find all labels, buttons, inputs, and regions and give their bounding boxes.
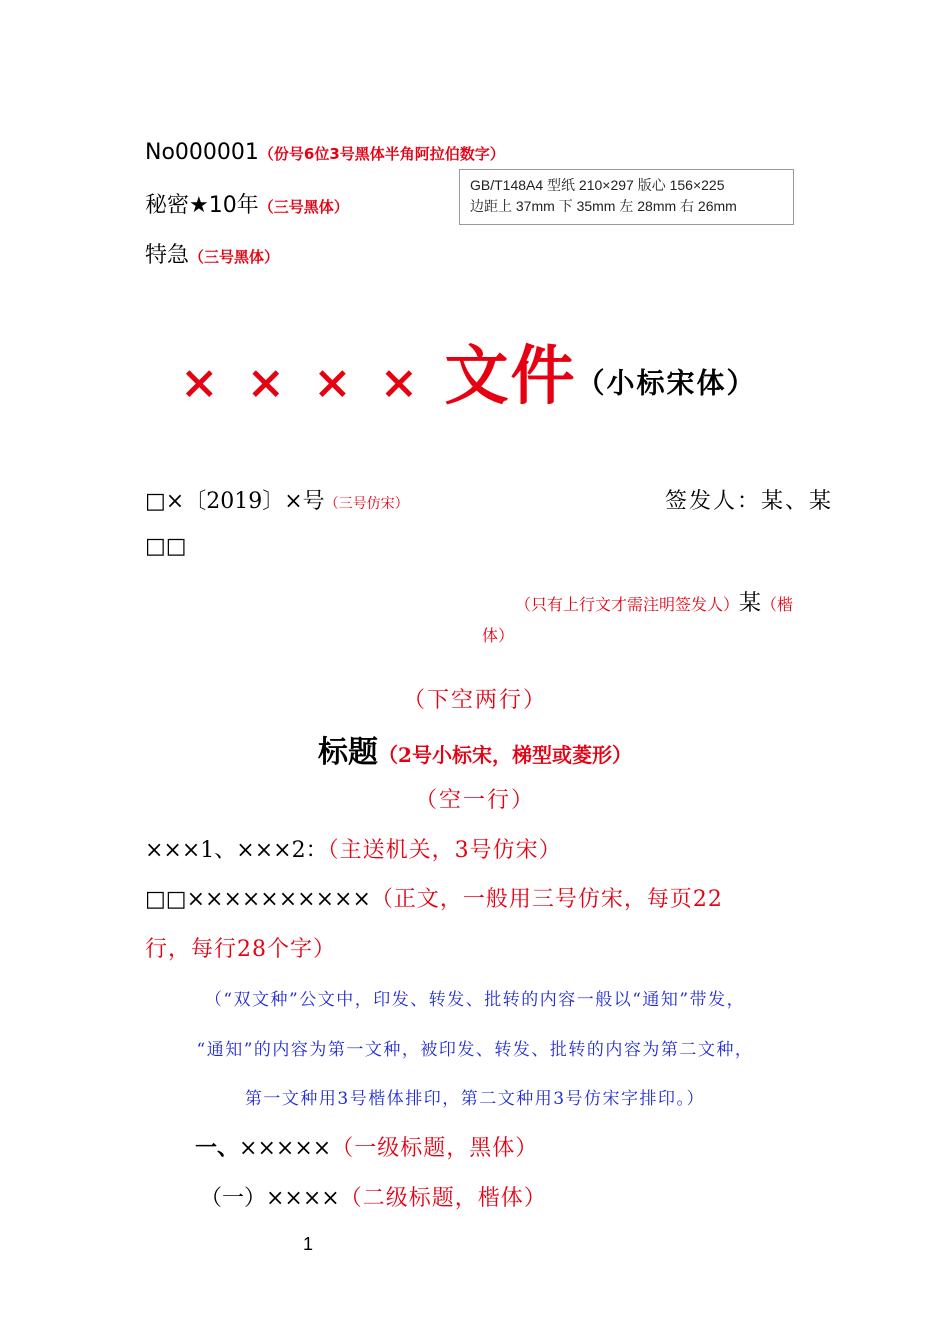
serial-number: No000001 xyxy=(145,140,259,165)
issuer-note-line xyxy=(515,586,793,617)
heading-1-note: （一级标题，黑体） xyxy=(331,1136,539,1161)
page-number: 1 xyxy=(303,1234,314,1254)
secret-note: （三号黑体） xyxy=(258,198,349,216)
gap-two-lines-note: （下空两行） xyxy=(402,688,547,713)
header-title: 文件 xyxy=(444,339,577,414)
heading-2-text: （一）×××× xyxy=(200,1186,340,1211)
page-spec-textbox xyxy=(459,169,794,225)
dual-type-note-line-1: （“双文种”公文中，印发、转发、批转的内容一般以“通知”带发， xyxy=(204,990,746,1010)
heading-level-2 xyxy=(200,1181,547,1212)
document-number-note: （三号仿宋） xyxy=(324,496,409,512)
main-title-note: （2号小标宋，梯型或菱形） xyxy=(378,743,632,767)
indent-boxes: □□ xyxy=(145,534,187,559)
document-header xyxy=(180,325,757,417)
spec-line-2: 边距上 37mm 下 35mm 左 28mm 右 26mm xyxy=(470,198,737,214)
header-placeholder-marks: × × × × xyxy=(180,355,421,409)
heading-2-note: （二级标题，楷体） xyxy=(339,1186,547,1211)
dual-type-note-line-2: “通知”的内容为第一文种，被印发、转发、批转的内容为第二文种， xyxy=(196,1040,754,1060)
header-font-note: （小标宋体） xyxy=(576,366,757,400)
secret-level: 秘密★10年 xyxy=(145,193,259,218)
serial-number-line xyxy=(145,140,505,165)
document-number: □×〔2019〕×号 xyxy=(145,489,325,514)
body-text-line xyxy=(145,882,723,913)
recipients: ×××1、×××2： xyxy=(145,838,328,863)
issuer-name: 某 xyxy=(739,591,762,616)
body-note: （正文，一般用三号仿宋，每页22 xyxy=(370,887,723,912)
urgency-level: 特急 xyxy=(145,243,190,268)
dual-type-note-line-3: 第一文种用3号楷体排印，第二文种用3号仿宋字排印。） xyxy=(244,1089,706,1109)
gap-one-line-note: （空一行） xyxy=(414,788,535,813)
document-number-line xyxy=(145,484,409,515)
issuer-note-tail-2: 体） xyxy=(482,626,515,645)
recipients-note: （主送机关，3号仿宋） xyxy=(327,838,562,863)
main-title: 标题 xyxy=(318,735,379,770)
issuer-note-tail: （楷 xyxy=(761,595,794,614)
urgency-note: （三号黑体） xyxy=(189,248,280,266)
urgency-line xyxy=(145,238,279,269)
body-text: □□×××××××××× xyxy=(145,887,371,912)
heading-1-number: 一、 xyxy=(195,1136,240,1161)
body-note-continued: 行，每行28个字） xyxy=(145,937,336,962)
recipients-line xyxy=(145,833,562,864)
secret-level-line xyxy=(145,188,349,219)
main-title-line xyxy=(0,727,950,771)
spec-line-1: GB/T148A4 型纸 210×297 版心 156×225 xyxy=(470,177,725,193)
heading-level-1 xyxy=(195,1131,538,1162)
serial-note: （份号6位3号黑体半角阿拉伯数字） xyxy=(258,145,505,163)
issuer: 签发人：某、某 xyxy=(665,489,834,514)
heading-1-text: ××××× xyxy=(239,1136,332,1161)
issuer-note: （只有上行文才需注明签发人） xyxy=(515,595,740,614)
